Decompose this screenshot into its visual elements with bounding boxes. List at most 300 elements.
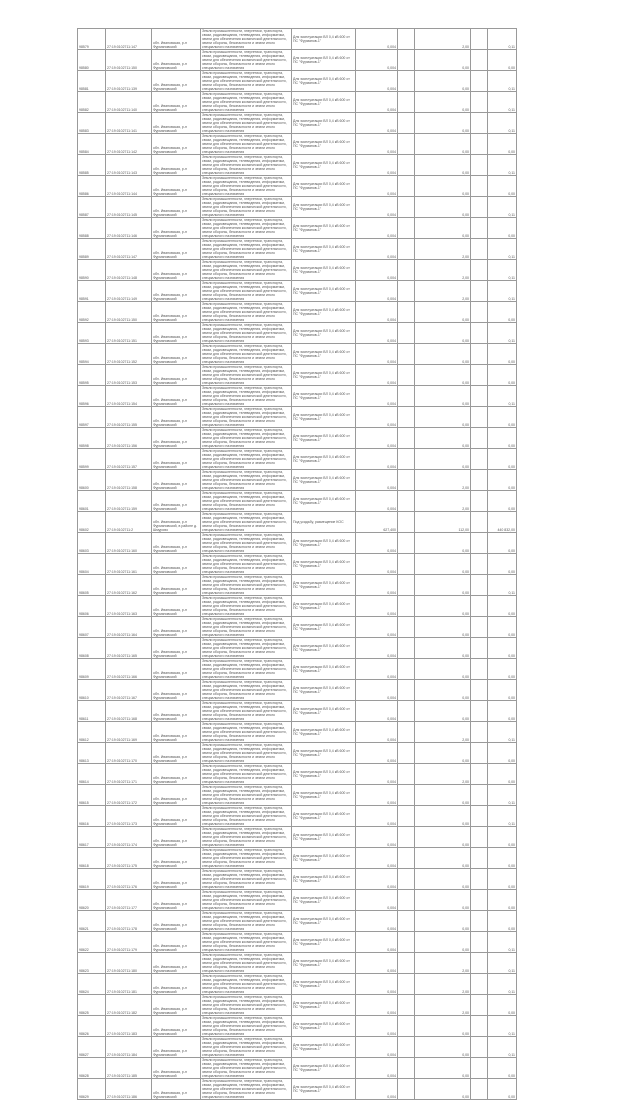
empty-cell: [398, 92, 415, 113]
cadastral-number-cell: 27:19:0102711:145: [106, 197, 152, 218]
address-cell: обл. Ивановская, р-н Фурмановский: [152, 134, 201, 155]
value-cell: 0,00: [488, 344, 517, 365]
permitted-use-cell: Для эксплуатации ВЛ 0,4 кВ 600 от ПС "Фурманов-1": [292, 92, 356, 113]
empty-cell: [471, 764, 488, 785]
area-cell: 0,004: [356, 617, 398, 638]
area-cell: 0,004: [356, 680, 398, 701]
land-category-cell: Земли промышленности, энергетики, транспорта, связи, радиовещания, телевидения, информатики, земли для обеспечения космической деятельности, земли обороны, безопасности и земли иного специального назначения: [201, 659, 292, 680]
cadastral-number-cell: 27:19:0102711:181: [106, 974, 152, 995]
rate-cell: 0,00: [415, 743, 471, 764]
table-row: [78, 491, 517, 512]
address-cell: обл. Ивановская, р-н Фурмановский: [152, 995, 201, 1016]
area-cell: 0,004: [356, 197, 398, 218]
cadastral-number-cell: 27:19:0102711:166: [106, 659, 152, 680]
permitted-use-cell: Для эксплуатации ВЛ 0,4 кВ 600 от ПС "Фурманов-1": [292, 932, 356, 953]
cadastral-number-cell: 27:19:0102711:170: [106, 743, 152, 764]
address-cell: обл. Ивановская, р-н Фурмановский: [152, 50, 201, 71]
empty-cell: [398, 785, 415, 806]
table-row: [78, 1037, 517, 1058]
rate-cell: 0,00: [415, 197, 471, 218]
empty-cell: [398, 743, 415, 764]
empty-cell: [398, 575, 415, 596]
cadastral-number-cell: 27:19:0102711:154: [106, 386, 152, 407]
address-cell: обл. Ивановская, р-н Фурмановский: [152, 722, 201, 743]
empty-cell: [471, 659, 488, 680]
record-id-cell: 98626: [78, 1016, 106, 1037]
empty-cell: [471, 869, 488, 890]
permitted-use-cell: Для эксплуатации ВЛ 0,4 кВ 600 от ПС "Фурманов-1": [292, 491, 356, 512]
cadastral-number-cell: 27:19:0102711:150: [106, 50, 152, 71]
empty-cell: [398, 932, 415, 953]
record-id-cell: 98604: [78, 554, 106, 575]
value-cell: 0,11: [488, 806, 517, 827]
cadastral-number-cell: 27:19:0102711:155: [106, 407, 152, 428]
permitted-use-cell: Для эксплуатации ВЛ 0,4 кВ 600 от ПС "Фурманов-1": [292, 428, 356, 449]
empty-cell: [398, 596, 415, 617]
rate-cell: 2,00: [415, 764, 471, 785]
rate-cell: 0,00: [415, 113, 471, 134]
address-cell: обл. Ивановская, р-н Фурмановский: [152, 533, 201, 554]
cadastral-number-cell: 27:19:0102711:142: [106, 134, 152, 155]
record-id-cell: 98602: [78, 512, 106, 533]
value-cell: 0,00: [488, 1079, 517, 1100]
cadastral-number-cell: 27:19:0102711:165: [106, 638, 152, 659]
area-cell: 0,004: [356, 239, 398, 260]
land-category-cell: Земли промышленности, энергетики, транспорта, связи, радиовещания, телевидения, информатики, земли для обеспечения космической деятельности, земли обороны, безопасности и земли иного специального назначения: [201, 281, 292, 302]
area-cell: 0,004: [356, 827, 398, 848]
rate-cell: 0,00: [415, 323, 471, 344]
land-category-cell: Земли промышленности, энергетики, транспорта, связи, радиовещания, телевидения, информатики, земли для обеспечения космической деятельности, земли обороны, безопасности и земли иного специального назначения: [201, 995, 292, 1016]
empty-cell: [398, 1016, 415, 1037]
permitted-use-cell: Для эксплуатации ВЛ 0,4 кВ 600 от ПС "Фурманов-1": [292, 302, 356, 323]
cadastral-number-cell: 27:19:0102711:151: [106, 323, 152, 344]
permitted-use-cell: Для эксплуатации ВЛ 0,4 кВ 600 от ПС "Фурманов-1": [292, 659, 356, 680]
empty-cell: [471, 995, 488, 1016]
land-category-cell: Земли промышленности, энергетики, транспорта, связи, радиовещания, телевидения, информатики, земли для обеспечения космической деятельности, земли обороны, безопасности и земли иного специального назначения: [201, 638, 292, 659]
permitted-use-cell: Для эксплуатации ВЛ 0,4 кВ 600 от ПС "Фурманов-1": [292, 260, 356, 281]
address-cell: обл. Ивановская, р-н Фурмановский: [152, 869, 201, 890]
rate-cell: 0,00: [415, 449, 471, 470]
permitted-use-cell: Для эксплуатации ВЛ 0,4 кВ 600 от ПС "Фурманов-1": [292, 407, 356, 428]
value-cell: 0,00: [488, 701, 517, 722]
record-id-cell: 98624: [78, 974, 106, 995]
record-id-cell: 98618: [78, 848, 106, 869]
empty-cell: [471, 680, 488, 701]
empty-cell: [398, 617, 415, 638]
record-id-cell: 98598: [78, 428, 106, 449]
table-row: [78, 806, 517, 827]
land-category-cell: Земли промышленности, энергетики, транспорта, связи, радиовещания, телевидения, информатики, земли для обеспечения космической деятельности, земли обороны, безопасности и земли иного специального назначения: [201, 533, 292, 554]
table-row: [78, 995, 517, 1016]
empty-cell: [471, 953, 488, 974]
value-cell: 0,11: [488, 260, 517, 281]
record-id-cell: 98579: [78, 29, 106, 50]
value-cell: 0,11: [488, 29, 517, 50]
land-category-cell: Земли промышленности, энергетики, транспорта, связи, радиовещания, телевидения, информатики, земли для обеспечения космической деятельности, земли обороны, безопасности и земли иного специального назначения: [201, 512, 292, 533]
table-row: [78, 1079, 517, 1100]
address-cell: обл. Ивановская, р-н Фурмановский: [152, 743, 201, 764]
value-cell: 0,00: [488, 659, 517, 680]
value-cell: 0,00: [488, 743, 517, 764]
rate-cell: 0,00: [415, 344, 471, 365]
record-id-cell: 98590: [78, 260, 106, 281]
address-cell: обл. Ивановская, р-н Фурмановский: [152, 1016, 201, 1037]
empty-cell: [471, 911, 488, 932]
rate-cell: 2,00: [415, 29, 471, 50]
record-id-cell: 98588: [78, 218, 106, 239]
value-cell: 0,11: [488, 953, 517, 974]
rate-cell: 0,00: [415, 575, 471, 596]
address-cell: обл. Ивановская, р-н Фурмановский: [152, 218, 201, 239]
table-row: [78, 1016, 517, 1037]
rate-cell: 0,00: [415, 680, 471, 701]
rate-cell: 0,00: [415, 932, 471, 953]
table-row: [78, 512, 517, 533]
value-cell: 0,11: [488, 722, 517, 743]
permitted-use-cell: Для эксплуатации ВЛ 0,4 кВ 600 от ПС "Фурманов-1": [292, 1016, 356, 1037]
value-cell: 0,11: [488, 575, 517, 596]
permitted-use-cell: Для эксплуатации ВЛ 0,4 кВ 600 от ПС "Фурманов-1": [292, 638, 356, 659]
empty-cell: [471, 71, 488, 92]
land-category-cell: Земли промышленности, энергетики, транспорта, связи, радиовещания, телевидения, информатики, земли для обеспечения космической деятельности, земли обороны, безопасности и земли иного специального назначения: [201, 29, 292, 50]
land-category-cell: Земли промышленности, энергетики, транспорта, связи, радиовещания, телевидения, информатики, земли для обеспечения космической деятельности, земли обороны, безопасности и земли иного специального назначения: [201, 197, 292, 218]
empty-cell: [471, 617, 488, 638]
record-id-cell: 98580: [78, 50, 106, 71]
table-row: [78, 701, 517, 722]
table-row: [78, 344, 517, 365]
land-category-cell: Земли промышленности, энергетики, транспорта, связи, радиовещания, телевидения, информатики, земли для обеспечения космической деятельности, земли обороны, безопасности и земли иного специального назначения: [201, 71, 292, 92]
cadastral-number-cell: 27:19:0102711:153: [106, 365, 152, 386]
value-cell: 0,11: [488, 1037, 517, 1058]
land-category-cell: Земли промышленности, энергетики, транспорта, связи, радиовещания, телевидения, информатики, земли для обеспечения космической деятельности, земли обороны, безопасности и земли иного специального назначения: [201, 449, 292, 470]
empty-cell: [398, 911, 415, 932]
address-cell: обл. Ивановская, р-н Фурмановский: [152, 428, 201, 449]
table-row: [78, 596, 517, 617]
area-cell: 0,004: [356, 176, 398, 197]
value-cell: 0,11: [488, 974, 517, 995]
rate-cell: 0,00: [415, 617, 471, 638]
address-cell: обл. Ивановская, р-н Фурмановский: [152, 890, 201, 911]
table-row: [78, 470, 517, 491]
table-row: [78, 554, 517, 575]
rate-cell: 0,00: [415, 1079, 471, 1100]
address-cell: обл. Ивановская, р-н Фурмановский: [152, 92, 201, 113]
rate-cell: 0,00: [415, 71, 471, 92]
land-category-cell: Земли промышленности, энергетики, транспорта, связи, радиовещания, телевидения, информатики, земли для обеспечения космической деятельности, земли обороны, безопасности и земли иного специального назначения: [201, 1037, 292, 1058]
value-cell: 0,00: [488, 1058, 517, 1079]
empty-cell: [471, 974, 488, 995]
permitted-use-cell: Для эксплуатации ВЛ 0,4 кВ 600 от ПС "Фурманов-1": [292, 827, 356, 848]
address-cell: обл. Ивановская, р-н Фурмановский: [152, 365, 201, 386]
address-cell: обл. Ивановская, р-н Фурмановский: [152, 764, 201, 785]
empty-cell: [398, 428, 415, 449]
rate-cell: 0,00: [415, 806, 471, 827]
area-cell: 0,004: [356, 974, 398, 995]
empty-cell: [398, 806, 415, 827]
rate-cell: 0,00: [415, 869, 471, 890]
rate-cell: 0,00: [415, 386, 471, 407]
empty-cell: [398, 344, 415, 365]
empty-cell: [471, 176, 488, 197]
rate-cell: 112,00: [415, 512, 471, 533]
empty-cell: [398, 995, 415, 1016]
empty-cell: [471, 1037, 488, 1058]
permitted-use-cell: Для эксплуатации ВЛ 0,4 кВ 600 от ПС "Фурманов-1": [292, 323, 356, 344]
permitted-use-cell: Для эксплуатации ВЛ 0,4 кВ 600 от ПС "Фурманов-1": [292, 617, 356, 638]
value-cell: 0,11: [488, 71, 517, 92]
empty-cell: [398, 953, 415, 974]
record-id-cell: 98584: [78, 134, 106, 155]
land-category-cell: Земли промышленности, энергетики, транспорта, связи, радиовещания, телевидения, информатики, земли для обеспечения космической деятельности, земли обороны, безопасности и земли иного специального назначения: [201, 890, 292, 911]
cadastral-number-cell: 27:19:0102711:140: [106, 92, 152, 113]
cadastral-number-cell: 27:19:0102711:147: [106, 29, 152, 50]
land-category-cell: Земли промышленности, энергетики, транспорта, связи, радиовещания, телевидения, информатики, земли для обеспечения космической деятельности, земли обороны, безопасности и земли иного специального назначения: [201, 869, 292, 890]
record-id-cell: 98603: [78, 533, 106, 554]
area-cell: 0,004: [356, 701, 398, 722]
area-cell: 0,004: [356, 575, 398, 596]
empty-cell: [471, 932, 488, 953]
cadastral-number-cell: 27:19:0102711:182: [106, 995, 152, 1016]
empty-cell: [471, 722, 488, 743]
land-category-cell: Земли промышленности, энергетики, транспорта, связи, радиовещания, телевидения, информатики, земли для обеспечения космической деятельности, земли обороны, безопасности и земли иного специального назначения: [201, 218, 292, 239]
table-row: [78, 155, 517, 176]
area-cell: 0,004: [356, 365, 398, 386]
value-cell: 0,11: [488, 92, 517, 113]
rate-cell: 0,00: [415, 1016, 471, 1037]
area-cell: 0,004: [356, 659, 398, 680]
address-cell: обл. Ивановская, р-н Фурмановский: [152, 155, 201, 176]
empty-cell: [471, 407, 488, 428]
record-id-cell: 98591: [78, 281, 106, 302]
record-id-cell: 98581: [78, 71, 106, 92]
value-cell: 0,00: [488, 365, 517, 386]
cadastral-number-cell: 27:19:0102711:178: [106, 911, 152, 932]
cadastral-number-cell: 27:19:0102711:175: [106, 848, 152, 869]
permitted-use-cell: Для эксплуатации ВЛ 0,4 кВ 600 от ПС "Фурманов-1": [292, 869, 356, 890]
value-cell: 0,00: [488, 638, 517, 659]
area-cell: 0,004: [356, 449, 398, 470]
empty-cell: [471, 638, 488, 659]
record-id-cell: 98617: [78, 827, 106, 848]
empty-cell: [471, 428, 488, 449]
rate-cell: 0,00: [415, 911, 471, 932]
empty-cell: [471, 1058, 488, 1079]
empty-cell: [398, 974, 415, 995]
value-cell: 0,00: [488, 848, 517, 869]
rate-cell: 0,00: [415, 1037, 471, 1058]
empty-cell: [398, 848, 415, 869]
land-category-cell: Земли промышленности, энергетики, транспорта, связи, радиовещания, телевидения, информатики, земли для обеспечения космической деятельности, земли обороны, безопасности и земли иного специального назначения: [201, 1016, 292, 1037]
permitted-use-cell: Для эксплуатации ВЛ 0,4 кВ 600 от ПС "Фурманов-1": [292, 764, 356, 785]
rate-cell: 0,00: [415, 365, 471, 386]
table-row: [78, 218, 517, 239]
empty-cell: [471, 1016, 488, 1037]
empty-cell: [398, 1058, 415, 1079]
address-cell: обл. Ивановская, р-н Фурмановский: [152, 974, 201, 995]
permitted-use-cell: Для эксплуатации ВЛ 0,4 кВ 600 от ПС "Фурманов-1": [292, 575, 356, 596]
rate-cell: 0,00: [415, 890, 471, 911]
empty-cell: [471, 197, 488, 218]
cadastral-number-cell: 27:19:0102711:176: [106, 869, 152, 890]
address-cell: обл. Ивановская, р-н Фурмановский: [152, 113, 201, 134]
empty-cell: [471, 239, 488, 260]
land-category-cell: Земли промышленности, энергетики, транспорта, связи, радиовещания, телевидения, информатики, земли для обеспечения космической деятельности, земли обороны, безопасности и земли иного специального назначения: [201, 1058, 292, 1079]
address-cell: обл. Ивановская, р-н Фурмановский: [152, 617, 201, 638]
table-row: [78, 302, 517, 323]
area-cell: 0,004: [356, 155, 398, 176]
land-category-cell: Земли промышленности, энергетики, транспорта, связи, радиовещания, телевидения, информатики, земли для обеспечения космической деятельности, земли обороны, безопасности и земли иного специального назначения: [201, 932, 292, 953]
address-cell: обл. Ивановская, р-н Фурмановский: [152, 281, 201, 302]
permitted-use-cell: Для эксплуатации ВЛ 0,4 кВ 600 от ПС "Фурманов-1": [292, 281, 356, 302]
empty-cell: [398, 281, 415, 302]
empty-cell: [398, 71, 415, 92]
cadastral-number-cell: 27:19:0102711:147: [106, 239, 152, 260]
area-cell: 0,004: [356, 1016, 398, 1037]
cadastral-number-cell: 27:19:0102711:158: [106, 470, 152, 491]
value-cell: 0,00: [488, 533, 517, 554]
table-row: [78, 575, 517, 596]
land-category-cell: Земли промышленности, энергетики, транспорта, связи, радиовещания, телевидения, информатики, земли для обеспечения космической деятельности, земли обороны, безопасности и земли иного специального назначения: [201, 848, 292, 869]
cadastral-number-cell: 27:19:0102711:148: [106, 260, 152, 281]
permitted-use-cell: Для эксплуатации ВЛ 0,4 кВ 600 от ПС "Фурманов-1": [292, 554, 356, 575]
permitted-use-cell: Для эксплуатации ВЛ 0,4 кВ 600 от ПС "Фурманов-1": [292, 953, 356, 974]
cadastral-number-cell: 27:19:0102711:167: [106, 680, 152, 701]
record-id-cell: 98611: [78, 701, 106, 722]
empty-cell: [471, 743, 488, 764]
address-cell: обл. Ивановская, р-н Фурмановский: [152, 806, 201, 827]
address-cell: обл. Ивановская, р-н Фурмановский: [152, 260, 201, 281]
record-id-cell: 98622: [78, 932, 106, 953]
cadastral-number-cell: 27:19:0102711:168: [106, 701, 152, 722]
cadastral-number-cell: 27:19:0102711:152: [106, 344, 152, 365]
cadastral-number-cell: 27:19:0102711:173: [106, 806, 152, 827]
table-body: [78, 29, 517, 1100]
cadastral-number-cell: 27:19:0102711:161: [106, 554, 152, 575]
cadastral-number-cell: 27:19:0102711:157: [106, 449, 152, 470]
value-cell: 0,00: [488, 302, 517, 323]
empty-cell: [471, 386, 488, 407]
permitted-use-cell: Для эксплуатации ВЛ 0,4 кВ 600 от ПС "Фурманов-1": [292, 680, 356, 701]
permitted-use-cell: Для эксплуатации ВЛ 0,4 кВ 600 от ПС "Фурманов-1": [292, 176, 356, 197]
value-cell: 0,11: [488, 1016, 517, 1037]
record-id-cell: 98628: [78, 1058, 106, 1079]
table-row: [78, 1058, 517, 1079]
cadastral-number-cell: 27:19:0102711:185: [106, 1058, 152, 1079]
cadastral-number-cell: 27:19:0102711:172: [106, 785, 152, 806]
table-row: [78, 680, 517, 701]
address-cell: обл. Ивановская, р-н Фурмановский: [152, 554, 201, 575]
empty-cell: [398, 554, 415, 575]
area-cell: 0,004: [356, 953, 398, 974]
area-cell: 0,004: [356, 323, 398, 344]
record-id-cell: 98592: [78, 302, 106, 323]
value-cell: 0,00: [488, 218, 517, 239]
rate-cell: 2,00: [415, 491, 471, 512]
cadastral-number-cell: 27:19:0102711:179: [106, 932, 152, 953]
record-id-cell: 98599: [78, 449, 106, 470]
permitted-use-cell: Для эксплуатации ВЛ 0,4 кВ 600 от ПС "Фурманов-1": [292, 995, 356, 1016]
table-row: [78, 365, 517, 386]
empty-cell: [398, 1079, 415, 1100]
value-cell: 0,11: [488, 113, 517, 134]
area-cell: 0,004: [356, 911, 398, 932]
permitted-use-cell: Для эксплуатации ВЛ 0,4 кВ 600 от ПС "Фурманов-1": [292, 218, 356, 239]
value-cell: 0,11: [488, 785, 517, 806]
empty-cell: [471, 365, 488, 386]
table-row: [78, 113, 517, 134]
record-id-cell: 98629: [78, 1079, 106, 1100]
cadastral-number-cell: 27:19:0102711:164: [106, 617, 152, 638]
value-cell: 0,00: [488, 50, 517, 71]
record-id-cell: 98600: [78, 470, 106, 491]
land-category-cell: Земли промышленности, энергетики, транспорта, связи, радиовещания, телевидения, информатики, земли для обеспечения космической деятельности, земли обороны, безопасности и земли иного специального назначения: [201, 491, 292, 512]
permitted-use-cell: Для эксплуатации ВЛ 0,4 кВ 600 от ПС "Фурманов-1": [292, 449, 356, 470]
empty-cell: [471, 449, 488, 470]
cadastral-number-cell: 27:19:0102711:174: [106, 827, 152, 848]
address-cell: обл. Ивановская, р-н Фурмановский: [152, 848, 201, 869]
land-category-cell: Земли промышленности, энергетики, транспорта, связи, радиовещания, телевидения, информатики, земли для обеспечения космической деятельности, земли обороны, безопасности и земли иного специального назначения: [201, 386, 292, 407]
empty-cell: [471, 827, 488, 848]
area-cell: 0,004: [356, 1079, 398, 1100]
permitted-use-cell: Для эксплуатации ВЛ 0,4 кВ 600 от ПС "Фурманов-1": [292, 29, 356, 50]
empty-cell: [471, 596, 488, 617]
land-category-cell: Земли промышленности, энергетики, транспорта, связи, радиовещания, телевидения, информатики, земли для обеспечения космической деятельности, земли обороны, безопасности и земли иного специального назначения: [201, 428, 292, 449]
address-cell: обл. Ивановская, р-н Фурмановский, в районе д. Шмурово: [152, 512, 201, 533]
empty-cell: [398, 155, 415, 176]
permitted-use-cell: Для эксплуатации ВЛ 0,4 кВ 600 от ПС "Фурманов-1": [292, 71, 356, 92]
land-category-cell: Земли промышленности, энергетики, транспорта, связи, радиовещания, телевидения, информатики, земли для обеспечения космической деятельности, земли обороны, безопасности и земли иного специального назначения: [201, 470, 292, 491]
empty-cell: [471, 533, 488, 554]
record-id-cell: 98589: [78, 239, 106, 260]
land-category-cell: Земли промышленности, энергетики, транспорта, связи, радиовещания, телевидения, информатики, земли для обеспечения космической деятельности, земли обороны, безопасности и земли иного специального назначения: [201, 260, 292, 281]
area-cell: 0,004: [356, 1058, 398, 1079]
cadastral-number-cell: 27:19:0102711:143: [106, 155, 152, 176]
address-cell: обл. Ивановская, р-н Фурмановский: [152, 386, 201, 407]
value-cell: 0,00: [488, 680, 517, 701]
land-registry-sheet: [77, 28, 517, 1100]
empty-cell: [398, 869, 415, 890]
value-cell: 0,00: [488, 176, 517, 197]
rate-cell: 2,00: [415, 953, 471, 974]
value-cell: 0,00: [488, 764, 517, 785]
rate-cell: 0,00: [415, 134, 471, 155]
cadastral-number-cell: 27:19:0102711:180: [106, 953, 152, 974]
rate-cell: 0,00: [415, 302, 471, 323]
rate-cell: 0,00: [415, 701, 471, 722]
value-cell: 0,00: [488, 491, 517, 512]
cadastral-number-cell: 27:19:0102711:144: [106, 176, 152, 197]
land-category-cell: Земли промышленности, энергетики, транспорта, связи, радиовещания, телевидения, информатики, земли для обеспечения космической деятельности, земли обороны, безопасности и земли иного специального назначения: [201, 344, 292, 365]
table-row: [78, 323, 517, 344]
table-row: [78, 29, 517, 50]
empty-cell: [398, 722, 415, 743]
cadastral-number-cell: 27:19:0102711:159: [106, 491, 152, 512]
table-row: [78, 617, 517, 638]
empty-cell: [398, 470, 415, 491]
land-category-cell: Земли промышленности, энергетики, транспорта, связи, радиовещания, телевидения, информатики, земли для обеспечения космической деятельности, земли обороны, безопасности и земли иного специального назначения: [201, 911, 292, 932]
value-cell: 0,00: [488, 827, 517, 848]
record-id-cell: 98594: [78, 344, 106, 365]
empty-cell: [471, 1079, 488, 1100]
empty-cell: [398, 491, 415, 512]
address-cell: обл. Ивановская, р-н Фурмановский: [152, 449, 201, 470]
empty-cell: [398, 365, 415, 386]
empty-cell: [398, 239, 415, 260]
record-id-cell: 98583: [78, 113, 106, 134]
area-cell: 0,004: [356, 1037, 398, 1058]
record-id-cell: 98609: [78, 659, 106, 680]
record-id-cell: 98585: [78, 155, 106, 176]
